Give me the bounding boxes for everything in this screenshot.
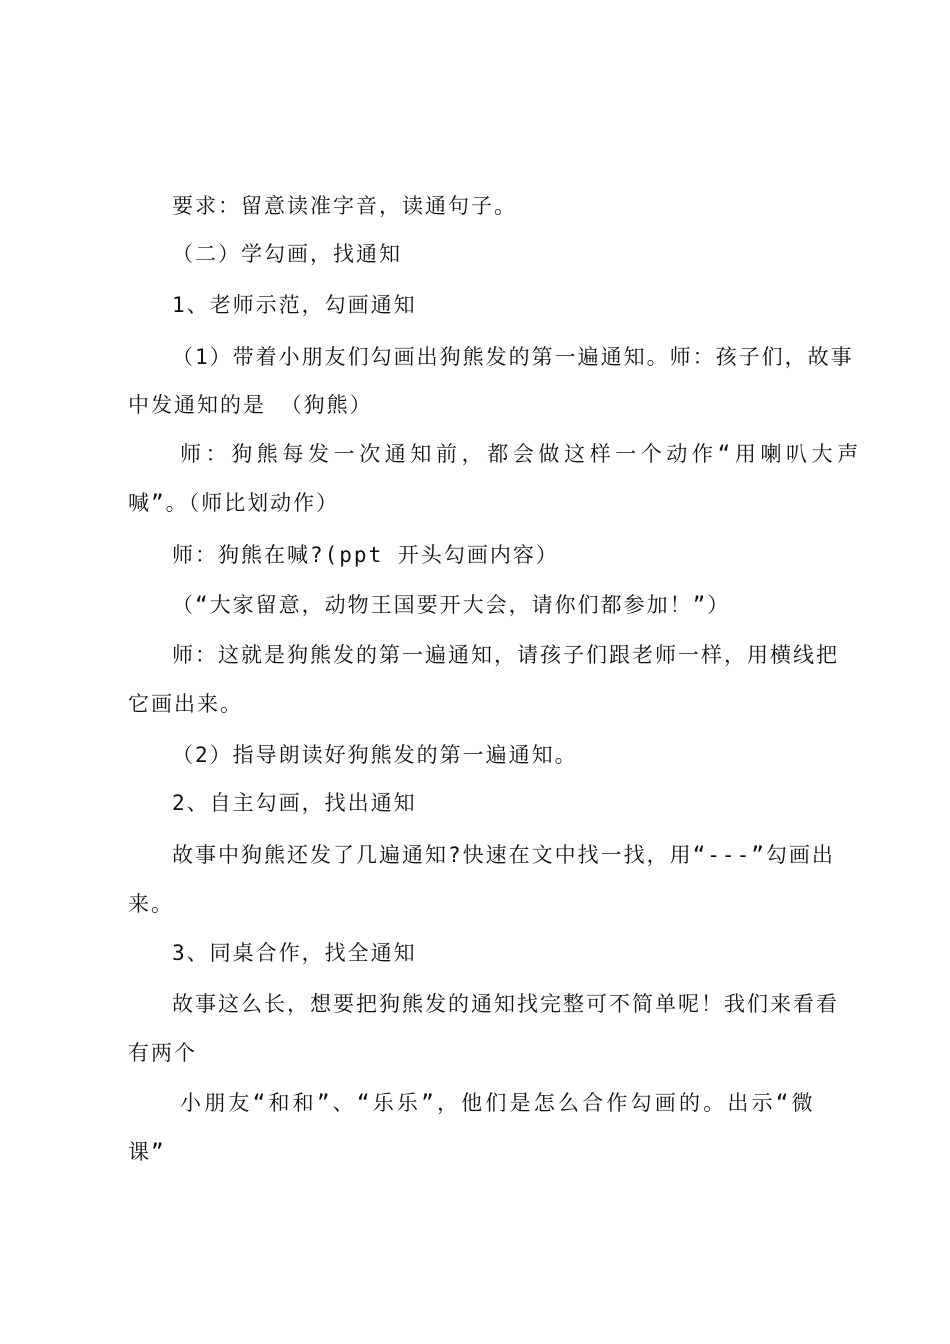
paragraph-step-1-line-1: （1）带着小朋友们勾画出狗熊发的第一遍通知。师：孩子们，故事 [172,345,854,369]
paragraph-teacher-3-line-1: 师：这就是狗熊发的第一遍通知，请孩子们跟老师一样，用横线把 [172,643,839,667]
paragraph-notice-quote: （“大家留意，动物王国要开大会，请你们都参加！”） [172,593,731,617]
subsection-heading-3: 3、同桌合作，找全通知 [172,941,417,965]
paragraph-teacher-1-line-1: 师：狗熊每发一次通知前，都会做这样一个动作“用喇叭大声 [180,442,863,466]
paragraph-cooperation-line-2: 有两个 [128,1041,197,1065]
paragraph-cooperation-line-4: 课” [128,1140,166,1164]
paragraph-cooperation-line-3: 小朋友“和和”、“乐乐”，他们是怎么合作勾画的。出示“微 [180,1091,816,1115]
paragraph-step-2: （2）指导朗读好狗熊发的第一遍通知。 [172,743,578,767]
paragraph-requirement: 要求：留意读准字音，读通句子。 [172,194,517,218]
paragraph-step-1-line-2: 中发通知的是 （狗熊） [128,393,373,417]
section-heading-2: （二）学勾画，找通知 [172,242,402,266]
paragraph-teacher-3-line-2: 它画出来。 [128,692,243,716]
paragraph-cooperation-line-1: 故事这么长，想要把狗熊发的通知找完整可不简单呢！我们来看看 [172,992,839,1016]
subsection-heading-2: 2、自主勾画，找出通知 [172,791,417,815]
paragraph-teacher-1-line-2: 喊”。（师比划动作） [128,491,340,515]
paragraph-story-line-1: 故事中狗熊还发了几遍通知?快速在文中找一找，用“---”勾画出 [172,843,835,867]
paragraph-teacher-2: 师：狗熊在喊?(ppt 开头勾画内容） [172,543,559,567]
subsection-heading-1: 1、老师示范，勾画通知 [172,293,417,317]
paragraph-story-line-2: 来。 [128,892,174,916]
